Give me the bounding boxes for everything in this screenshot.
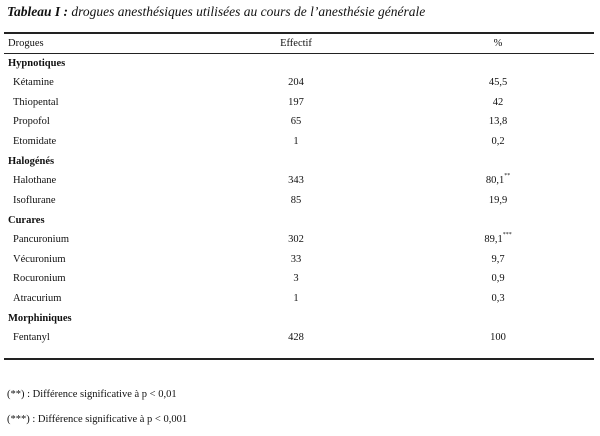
footnote-2: (***) : Différence significative à p < 0,001 — [7, 414, 188, 425]
group-heading: Hypnotiques — [8, 58, 66, 69]
significance-marker: *** — [502, 232, 512, 238]
drug-name: Etomidate — [13, 136, 57, 147]
header-drug: Drogues — [8, 38, 44, 49]
group-heading: Halogénés — [8, 156, 55, 167]
group-heading: Morphiniques — [8, 313, 72, 324]
drug-name: Vécuronium — [13, 254, 66, 265]
drug-name: Thiopental — [13, 97, 59, 108]
footnote-1: (**) : Différence significative à p < 0,01 — [7, 389, 177, 400]
caption-lead: Tableau I : — [7, 4, 69, 19]
group-heading: Curares — [8, 215, 45, 226]
table-bottom-rule — [4, 358, 594, 360]
drug-name: Fentanyl — [13, 332, 50, 343]
drug-name: Pancuronium — [13, 234, 69, 245]
table-caption — [7, 4, 425, 20]
drug-name: Atracurium — [13, 293, 62, 304]
drug-name: Isoflurane — [13, 195, 56, 206]
drug-name: Rocuronium — [13, 273, 66, 284]
table-top-rule — [4, 32, 594, 34]
significance-marker: ** — [504, 173, 511, 179]
drug-name: Propofol — [13, 116, 50, 127]
drug-name: Halothane — [13, 175, 57, 186]
table-header-rule — [4, 53, 594, 54]
caption-text: drogues anesthésiques utilisées au cours de l’anesthésie générale — [68, 4, 426, 19]
drug-name: Kétamine — [13, 77, 54, 88]
